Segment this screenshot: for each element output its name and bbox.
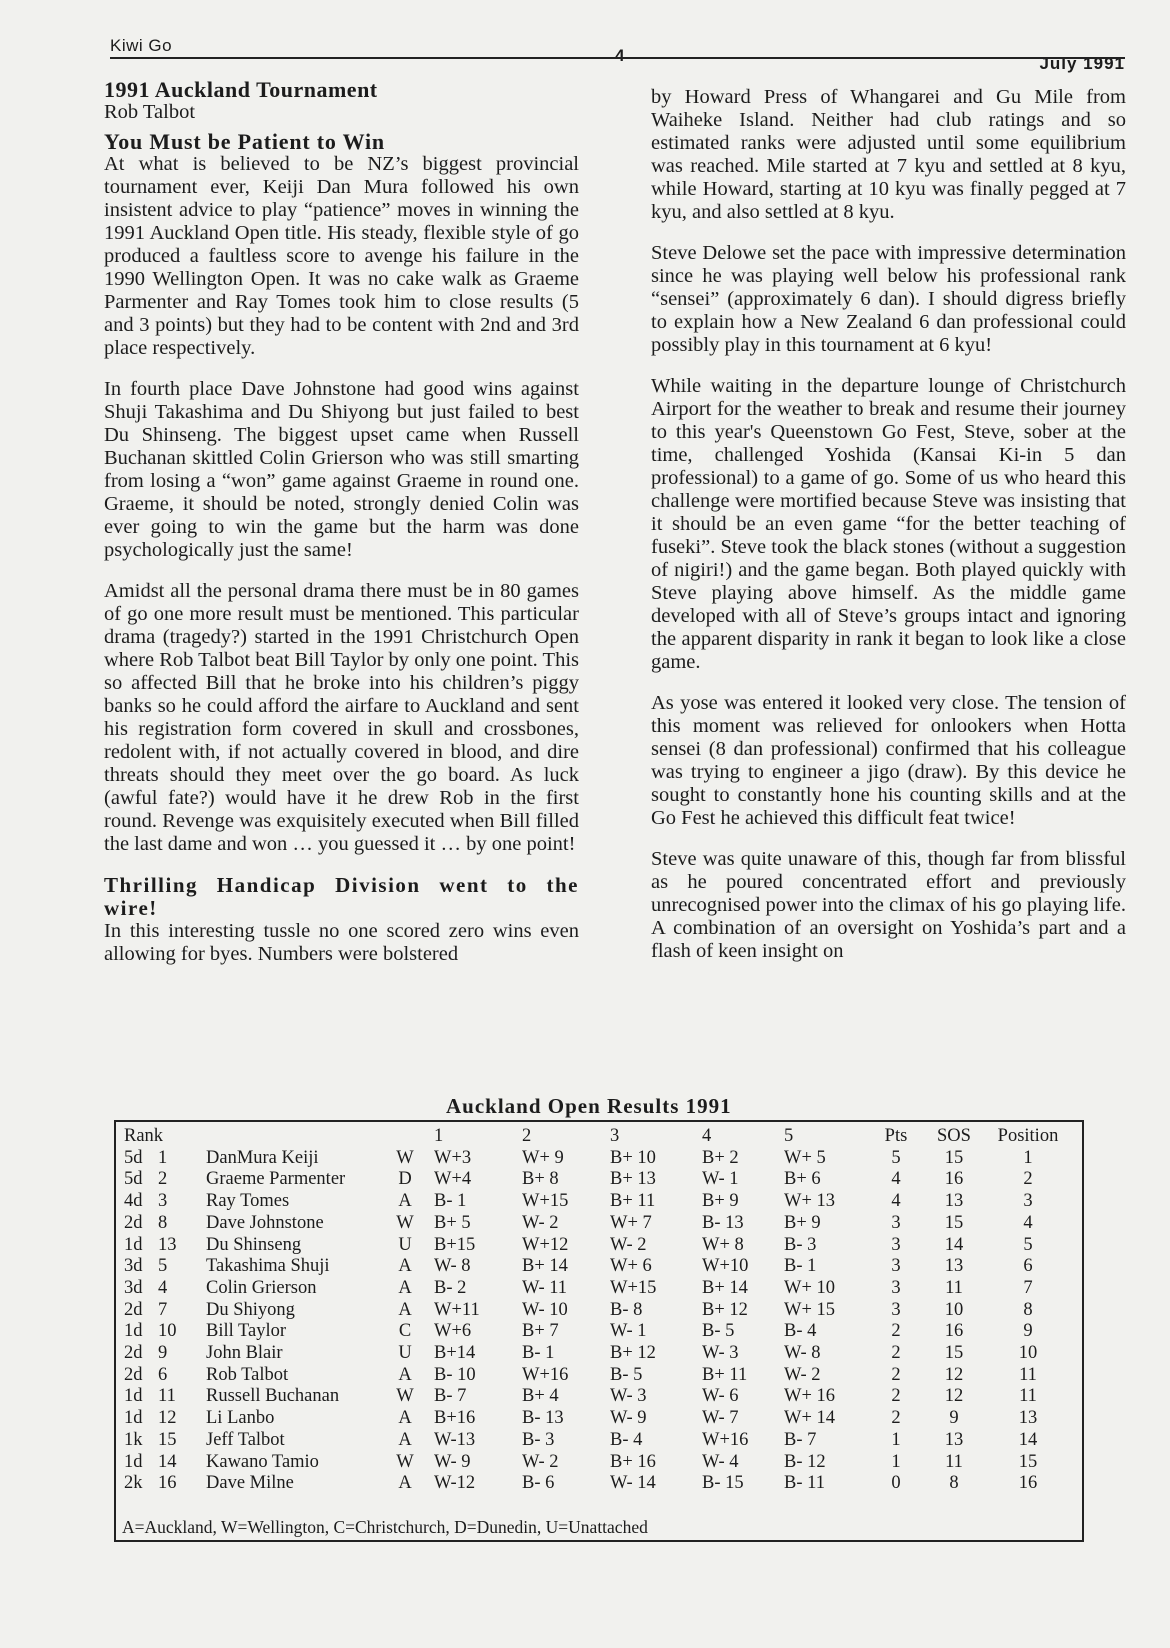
sos: 14 bbox=[944, 1234, 964, 1255]
paragraph: Steve Delowe set the pace with impressive determination since he was playing well below his professional rank “sensei” (approximately 6 dan). I should digress briefly to explain how a New Zealand 6 dan professional could possibly play in this tournament at 6 kyu! bbox=[651, 242, 1126, 356]
round-5-result: W+ 10 bbox=[784, 1277, 836, 1298]
player-grade: 1d bbox=[124, 1386, 143, 1407]
player-seed: 10 bbox=[158, 1321, 177, 1342]
player-club: A bbox=[398, 1364, 412, 1385]
round-4-result: W- 6 bbox=[702, 1386, 739, 1407]
sos: 15 bbox=[944, 1212, 964, 1233]
table-row bbox=[124, 1256, 1068, 1278]
round-1-result: B- 1 bbox=[434, 1191, 467, 1212]
round-3-result: B+ 10 bbox=[610, 1147, 656, 1168]
player-seed: 7 bbox=[158, 1299, 168, 1320]
header-round-5: 5 bbox=[784, 1126, 794, 1146]
sos: 16 bbox=[944, 1169, 964, 1190]
final-position: 1 bbox=[1023, 1147, 1033, 1168]
table-row bbox=[124, 1213, 1068, 1235]
round-1-result: B- 2 bbox=[434, 1277, 467, 1298]
final-position: 11 bbox=[1019, 1364, 1037, 1385]
table-row bbox=[124, 1321, 1068, 1343]
player-name: DanMura Keiji bbox=[206, 1147, 319, 1168]
round-1-result: B- 10 bbox=[434, 1364, 476, 1385]
player-grade: 1d bbox=[124, 1234, 143, 1255]
player-club: A bbox=[398, 1277, 412, 1298]
paragraph: In fourth place Dave Johnstone had good wins against Shuji Takashima and Du Shiyong but just failed to best Du Shinseng. The biggest upset came when Russell Buchanan skittled Colin Grierson who was still smarting from losing a “won” game against Graeme in round one. Graeme, it should be noted, strongly denied Colin was ever going to win the game but the harm was done psychologically just the same! bbox=[104, 378, 579, 561]
player-name: Bill Taylor bbox=[206, 1321, 287, 1342]
round-4-result: W- 7 bbox=[702, 1408, 739, 1429]
points: 3 bbox=[891, 1256, 901, 1277]
sos: 16 bbox=[944, 1321, 964, 1342]
round-5-result: B- 7 bbox=[784, 1429, 817, 1450]
final-position: 13 bbox=[1018, 1408, 1038, 1429]
player-grade: 4d bbox=[124, 1191, 143, 1212]
player-grade: 2d bbox=[124, 1343, 143, 1364]
player-grade: 1d bbox=[124, 1408, 143, 1429]
player-seed: 15 bbox=[158, 1429, 177, 1450]
round-4-result: B+ 2 bbox=[702, 1147, 739, 1168]
header-position: Position bbox=[997, 1126, 1059, 1146]
points: 2 bbox=[891, 1364, 901, 1385]
round-1-result: B+14 bbox=[434, 1343, 476, 1364]
player-grade: 2d bbox=[124, 1299, 143, 1320]
player-grade: 3d bbox=[124, 1256, 143, 1277]
points: 3 bbox=[891, 1299, 901, 1320]
round-4-result: W- 1 bbox=[702, 1169, 739, 1190]
round-3-result: B+ 13 bbox=[610, 1169, 656, 1190]
round-3-result: W+ 6 bbox=[610, 1256, 652, 1277]
round-5-result: W+ 14 bbox=[784, 1408, 836, 1429]
sos: 12 bbox=[944, 1386, 964, 1407]
points: 2 bbox=[891, 1343, 901, 1364]
table-row bbox=[124, 1278, 1068, 1300]
round-2-result: B- 6 bbox=[522, 1473, 555, 1494]
header-sos: SOS bbox=[937, 1126, 971, 1146]
round-1-result: W- 8 bbox=[434, 1256, 471, 1277]
round-2-result: W- 11 bbox=[522, 1277, 568, 1298]
points: 3 bbox=[891, 1234, 901, 1255]
points: 2 bbox=[891, 1321, 901, 1342]
player-grade: 2d bbox=[124, 1212, 143, 1233]
round-4-result: B+ 9 bbox=[702, 1191, 739, 1212]
round-2-result: W- 2 bbox=[522, 1451, 559, 1472]
table-row bbox=[124, 1430, 1068, 1452]
round-2-result: B+ 7 bbox=[522, 1321, 559, 1342]
player-name: Rob Talbot bbox=[206, 1364, 289, 1385]
player-club: A bbox=[398, 1429, 412, 1450]
player-club: U bbox=[398, 1343, 412, 1364]
table-row bbox=[124, 1148, 1068, 1170]
player-grade: 2k bbox=[124, 1473, 143, 1494]
header-pts: Pts bbox=[884, 1126, 908, 1146]
player-seed: 4 bbox=[158, 1277, 168, 1298]
sos: 9 bbox=[949, 1408, 959, 1429]
round-1-result: B+16 bbox=[434, 1408, 476, 1429]
round-5-result: B- 12 bbox=[784, 1451, 826, 1472]
round-5-result: B+ 6 bbox=[784, 1169, 821, 1190]
round-5-result: B- 1 bbox=[784, 1256, 817, 1277]
round-5-result: B- 11 bbox=[784, 1473, 825, 1494]
player-grade: 5d bbox=[124, 1147, 143, 1168]
round-2-result: B+ 4 bbox=[522, 1386, 559, 1407]
round-1-result: W+4 bbox=[434, 1169, 472, 1190]
round-3-result: W- 1 bbox=[610, 1321, 647, 1342]
round-2-result: B- 13 bbox=[522, 1408, 564, 1429]
header-round-1: 1 bbox=[434, 1126, 444, 1146]
round-5-result: W+ 13 bbox=[784, 1191, 836, 1212]
page-number: 4 bbox=[615, 46, 625, 65]
round-3-result: W- 2 bbox=[610, 1234, 647, 1255]
sos: 15 bbox=[944, 1343, 964, 1364]
sos: 10 bbox=[944, 1299, 964, 1320]
round-4-result: W- 3 bbox=[702, 1343, 739, 1364]
player-club: D bbox=[398, 1169, 412, 1190]
points: 2 bbox=[891, 1386, 901, 1407]
player-name: Li Lanbo bbox=[206, 1408, 275, 1429]
player-name: Takashima Shuji bbox=[206, 1256, 330, 1277]
player-name: Du Shiyong bbox=[206, 1299, 295, 1320]
sos: 11 bbox=[945, 1277, 963, 1298]
round-4-result: W+10 bbox=[702, 1256, 749, 1277]
round-3-result: W- 14 bbox=[610, 1473, 656, 1494]
points: 2 bbox=[891, 1408, 901, 1429]
round-2-result: B- 3 bbox=[522, 1429, 555, 1450]
round-1-result: W-12 bbox=[434, 1473, 476, 1494]
final-position: 16 bbox=[1018, 1473, 1038, 1494]
player-grade: 2d bbox=[124, 1364, 143, 1385]
table-row bbox=[124, 1473, 1068, 1495]
round-2-result: W+16 bbox=[522, 1364, 569, 1385]
header-round-3: 3 bbox=[610, 1126, 620, 1146]
player-grade: 3d bbox=[124, 1277, 143, 1298]
player-seed: 12 bbox=[158, 1408, 177, 1429]
final-position: 4 bbox=[1023, 1212, 1033, 1233]
round-4-result: B+ 12 bbox=[702, 1299, 748, 1320]
article-title: 1991 Auckland Tournament bbox=[104, 77, 378, 102]
player-seed: 2 bbox=[158, 1169, 168, 1190]
round-3-result: B+ 11 bbox=[610, 1191, 656, 1212]
player-club: U bbox=[398, 1234, 412, 1255]
sos: 8 bbox=[949, 1473, 959, 1494]
results-title: Auckland Open Results 1991 bbox=[446, 1094, 732, 1118]
paragraph: Steve was quite unaware of this, though far from blissful as he poured concentrated effort and previously unrecognised power into the climax of his go playing life. A combination of an oversight on Yoshida’s part and a flash of keen insight on bbox=[651, 848, 1126, 962]
player-club: W bbox=[396, 1212, 414, 1233]
player-seed: 11 bbox=[158, 1386, 176, 1407]
round-1-result: B+ 5 bbox=[434, 1212, 471, 1233]
player-name: Kawano Tamio bbox=[206, 1451, 319, 1472]
round-3-result: W+ 7 bbox=[610, 1212, 652, 1233]
round-4-result: W- 4 bbox=[702, 1451, 739, 1472]
results-table-box bbox=[114, 1120, 1084, 1542]
points: 4 bbox=[891, 1191, 901, 1212]
player-seed: 14 bbox=[158, 1451, 177, 1472]
player-name: Ray Tomes bbox=[206, 1191, 290, 1212]
round-1-result: W+11 bbox=[434, 1299, 480, 1320]
table-row bbox=[124, 1408, 1068, 1430]
sos: 11 bbox=[945, 1451, 963, 1472]
round-5-result: B- 4 bbox=[784, 1321, 817, 1342]
player-seed: 6 bbox=[158, 1364, 168, 1385]
player-seed: 13 bbox=[158, 1234, 177, 1255]
round-2-result: B+ 8 bbox=[522, 1169, 559, 1190]
round-5-result: W+ 16 bbox=[784, 1386, 836, 1407]
round-2-result: W+15 bbox=[522, 1191, 569, 1212]
round-4-result: B- 5 bbox=[702, 1321, 735, 1342]
round-2-result: W+12 bbox=[522, 1234, 569, 1255]
paragraph: Amidst all the personal drama there must be in 80 games of go one more result must be mentioned. This particular drama (tragedy?) started in the 1991 Christchurch Open where Rob Talbot beat Bill Taylor by only one point. This so affected Bill that he broke into his children’s piggy banks so he could afford the airfare to Auckland and sent his registration form covered in skull and crossbones, redolent with, if not actually covered in blood, and dire threats should they meet over the go board. As luck (awful fate?) would have it he drew Rob in the first round. Revenge was exquisitely executed when Bill filled the last dame and won … you guessed it … by one point! bbox=[104, 580, 579, 855]
points: 4 bbox=[891, 1169, 901, 1190]
player-club: A bbox=[398, 1408, 412, 1429]
points: 1 bbox=[891, 1429, 901, 1450]
round-5-result: W- 8 bbox=[784, 1343, 821, 1364]
club-legend: A=Auckland, W=Wellington, C=Christchurch, D=Dunedin, U=Unattached bbox=[122, 1517, 648, 1537]
round-3-result: B- 5 bbox=[610, 1364, 643, 1385]
final-position: 7 bbox=[1023, 1277, 1033, 1298]
results-body bbox=[124, 1148, 1068, 1495]
player-club: W bbox=[396, 1386, 414, 1407]
points: 3 bbox=[891, 1212, 901, 1233]
player-name: Dave Johnstone bbox=[206, 1212, 324, 1233]
round-2-result: W- 10 bbox=[522, 1299, 568, 1320]
final-position: 3 bbox=[1023, 1191, 1033, 1212]
paragraph: As yose was entered it looked very close. The tension of this moment was relieved for onlookers when Hotta sensei (8 dan professional) confirmed that his colleague was trying to engineer a jigo (draw). By this device he sought to constantly hone his counting skills and at the Go Fest he achieved this difficult feat twice! bbox=[651, 692, 1126, 829]
round-4-result: B- 15 bbox=[702, 1473, 744, 1494]
player-seed: 3 bbox=[158, 1191, 168, 1212]
round-4-result: B+ 11 bbox=[702, 1364, 748, 1385]
player-club: W bbox=[396, 1147, 414, 1168]
round-1-result: B+15 bbox=[434, 1234, 476, 1255]
round-5-result: W+ 15 bbox=[784, 1299, 836, 1320]
points: 1 bbox=[891, 1451, 901, 1472]
table-row bbox=[124, 1191, 1068, 1213]
player-name: Colin Grierson bbox=[206, 1277, 317, 1298]
round-3-result: W- 3 bbox=[610, 1386, 647, 1407]
player-seed: 9 bbox=[158, 1343, 168, 1364]
player-name: Jeff Talbot bbox=[206, 1429, 285, 1450]
final-position: 5 bbox=[1023, 1234, 1033, 1255]
sos: 12 bbox=[944, 1364, 964, 1385]
player-seed: 16 bbox=[158, 1473, 177, 1494]
player-club: W bbox=[396, 1451, 414, 1472]
header-rank: Rank bbox=[124, 1126, 164, 1146]
round-2-result: B+ 14 bbox=[522, 1256, 568, 1277]
player-name: Dave Milne bbox=[206, 1473, 294, 1494]
round-4-result: B+ 14 bbox=[702, 1277, 748, 1298]
table-row bbox=[124, 1386, 1068, 1408]
results-table bbox=[124, 1126, 1068, 1495]
round-1-result: W-13 bbox=[434, 1429, 476, 1450]
final-position: 9 bbox=[1023, 1321, 1033, 1342]
final-position: 14 bbox=[1018, 1429, 1038, 1450]
player-club: A bbox=[398, 1256, 412, 1277]
round-2-result: W- 2 bbox=[522, 1212, 559, 1233]
points: 3 bbox=[891, 1277, 901, 1298]
player-name: Graeme Parmenter bbox=[206, 1169, 346, 1190]
player-seed: 1 bbox=[158, 1147, 168, 1168]
right-column bbox=[651, 86, 1126, 981]
player-club: A bbox=[398, 1299, 412, 1320]
paragraph: by Howard Press of Whangarei and Gu Mile from Waiheke Island. Neither had club ratings and so estimated ranks were adjusted until some equilibrium was reached. Mile started at 7 kyu and settled at 8 kyu, while Howard, starting at 10 kyu was finally pegged at 7 kyu, and also settled at 8 kyu. bbox=[651, 86, 1126, 223]
table-row bbox=[124, 1300, 1068, 1322]
newsletter-name: Kiwi Go bbox=[110, 36, 173, 55]
round-3-result: B- 8 bbox=[610, 1299, 643, 1320]
round-1-result: W+3 bbox=[434, 1147, 472, 1168]
player-grade: 1d bbox=[124, 1321, 143, 1342]
table-row bbox=[124, 1365, 1068, 1387]
round-4-result: W+16 bbox=[702, 1429, 749, 1450]
player-seed: 5 bbox=[158, 1256, 168, 1277]
left-column bbox=[104, 78, 579, 984]
section-heading: Thrilling Handicap Division went to the wire! bbox=[104, 873, 579, 920]
final-position: 6 bbox=[1023, 1256, 1033, 1277]
round-1-result: W+6 bbox=[434, 1321, 472, 1342]
player-grade: 1d bbox=[124, 1451, 143, 1472]
round-2-result: W+ 9 bbox=[522, 1147, 564, 1168]
header-round-4: 4 bbox=[702, 1126, 712, 1146]
player-grade: 5d bbox=[124, 1169, 143, 1190]
table-row bbox=[124, 1169, 1068, 1191]
round-5-result: W+ 5 bbox=[784, 1147, 826, 1168]
round-2-result: B- 1 bbox=[522, 1343, 555, 1364]
sos: 13 bbox=[944, 1191, 964, 1212]
round-5-result: W- 2 bbox=[784, 1364, 821, 1385]
paragraph: While waiting in the departure lounge of Christchurch Airport for the weather to break and resume their journey to this year's Queenstown Go Fest, Steve, sober at the time, challenged Yoshida (Kansai Ki-in 5 dan professional) to a game of go. Some of us who heard this challenge were mortified because Steve was insisting that it should be an even game “for the better teaching of fuseki”. Steve took the black stones (without a suggestion of nigiri!) and the game began. Both played quickly with Steve playing above himself. As the middle game developed with all of Steve’s groups intact and ignoring the apparent disparity in rank it began to look like a close game. bbox=[651, 375, 1126, 673]
round-1-result: B- 7 bbox=[434, 1386, 467, 1407]
article-author: Rob Talbot bbox=[104, 101, 196, 123]
table-header-row bbox=[124, 1126, 1068, 1148]
paragraph: In this interesting tussle no one scored zero wins even allowing for byes. Numbers were bolstered bbox=[104, 920, 579, 965]
points: 5 bbox=[891, 1147, 901, 1168]
sos: 13 bbox=[944, 1256, 964, 1277]
player-club: C bbox=[398, 1321, 412, 1342]
player-club: A bbox=[398, 1191, 412, 1212]
round-3-result: W- 9 bbox=[610, 1408, 647, 1429]
sos: 13 bbox=[944, 1429, 964, 1450]
player-name: Russell Buchanan bbox=[206, 1386, 340, 1407]
table-row bbox=[124, 1343, 1068, 1365]
final-position: 15 bbox=[1018, 1451, 1038, 1472]
page-header bbox=[110, 34, 1125, 73]
final-position: 10 bbox=[1018, 1343, 1038, 1364]
player-name: Du Shinseng bbox=[206, 1234, 302, 1255]
final-position: 8 bbox=[1023, 1299, 1033, 1320]
sos: 15 bbox=[944, 1147, 964, 1168]
table-row bbox=[124, 1235, 1068, 1257]
round-3-result: W+15 bbox=[610, 1277, 657, 1298]
player-grade: 1k bbox=[124, 1429, 143, 1450]
paragraph: At what is believed to be NZ’s biggest provincial tournament ever, Keiji Dan Mura followed his own insistent advice to play “patience” moves in winning the 1991 Auckland Open title. His steady, flexible style of go produced a faultless score to avenge his failure in the 1990 Wellington Open. It was no cake walk as Graeme Parmenter and Ray Tomes took him to close results (5 and 3 points) but they had to be content with 2nd and 3rd place respectively. bbox=[104, 153, 579, 359]
round-4-result: B- 13 bbox=[702, 1212, 744, 1233]
issue-date: July 1991 bbox=[1039, 54, 1125, 73]
round-4-result: W+ 8 bbox=[702, 1234, 744, 1255]
final-position: 11 bbox=[1019, 1386, 1037, 1407]
round-5-result: B- 3 bbox=[784, 1234, 817, 1255]
round-3-result: B- 4 bbox=[610, 1429, 643, 1450]
player-name: John Blair bbox=[206, 1343, 283, 1364]
round-3-result: B+ 12 bbox=[610, 1343, 656, 1364]
header-rule bbox=[110, 57, 1125, 59]
player-seed: 8 bbox=[158, 1212, 168, 1233]
table-row bbox=[124, 1452, 1068, 1474]
header-round-2: 2 bbox=[522, 1126, 532, 1146]
player-club: A bbox=[398, 1473, 412, 1494]
round-5-result: B+ 9 bbox=[784, 1212, 821, 1233]
final-position: 2 bbox=[1023, 1169, 1033, 1190]
article-subtitle: You Must be Patient to Win bbox=[104, 129, 385, 154]
round-1-result: W- 9 bbox=[434, 1451, 471, 1472]
round-3-result: B+ 16 bbox=[610, 1451, 656, 1472]
points: 0 bbox=[891, 1473, 901, 1494]
